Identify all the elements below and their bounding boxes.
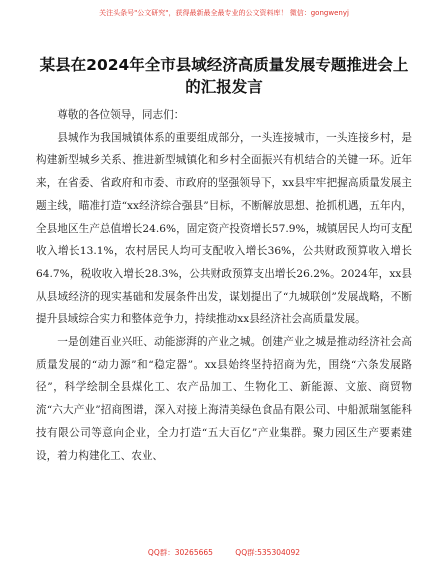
document-body [36,104,412,467]
header-banner: 关注头条号"公文研究"，获得最新最全最专业的公文资料库！ 微信：gongwenyj [99,9,349,17]
document-title: 某县在2024年全市县域经济高质量发展专题推进会上的汇报发言 [39,56,409,96]
footer [0,548,448,558]
paragraph: 一是创建百业兴旺、动能澎湃的产业之城。创建产业之城是推动经济社会高质量发展的“动力源”和“稳定器”。xx县始终坚持招商为先，围绕“六条发展路径”，科学绘制全县煤化工、农产品加工、生物化工、新能源、文旅、商贸物流“六大产业”招商图谱，深入对接上海清美绿色食品有限公司、中船派瑞氢能科技有限公司等意向企业，全力打造“五大百亿”产业集群。聚力园区生产要素建设，着力构建化工、农业、 [36,336,412,462]
paragraph: 县城作为我国城镇体系的重要组成部分，一头连接城市，一头连接乡村，是构建新型城乡关系、推进新型城镇化和乡村全面振兴有机结合的关键一环。近年来，在省委、省政府和市委、市政府的坚强领导下，xx县牢牢把握高质量发展主题主线，瞄准打造“xx经济综合强县”目标，不断解放思想、抢抓机遇，五年内，全县地区生产总值增长24.6%，固定资产投资增长57.9%，城镇居民人均可支配收入增长13.1%，农村居民人均可支配收入增长36%，公共财政预算收入增长64.7%，税收收入增长28.3%，公共财政预算支出增长26.2%。2024年，xx县从县域经济的现实基础和发展条件出发，谋划提出了“九城联创”发展战略，不断提升县域综合实力和整体竞争力，持续推动xx县经济社会高质量发展。 [36,131,412,326]
salutation: 尊敬的各位领导，同志们： [57,109,185,121]
qq-group-2: QQ群:535304092 [235,548,301,557]
qq-group-1: QQ群：30265665 [147,548,213,557]
